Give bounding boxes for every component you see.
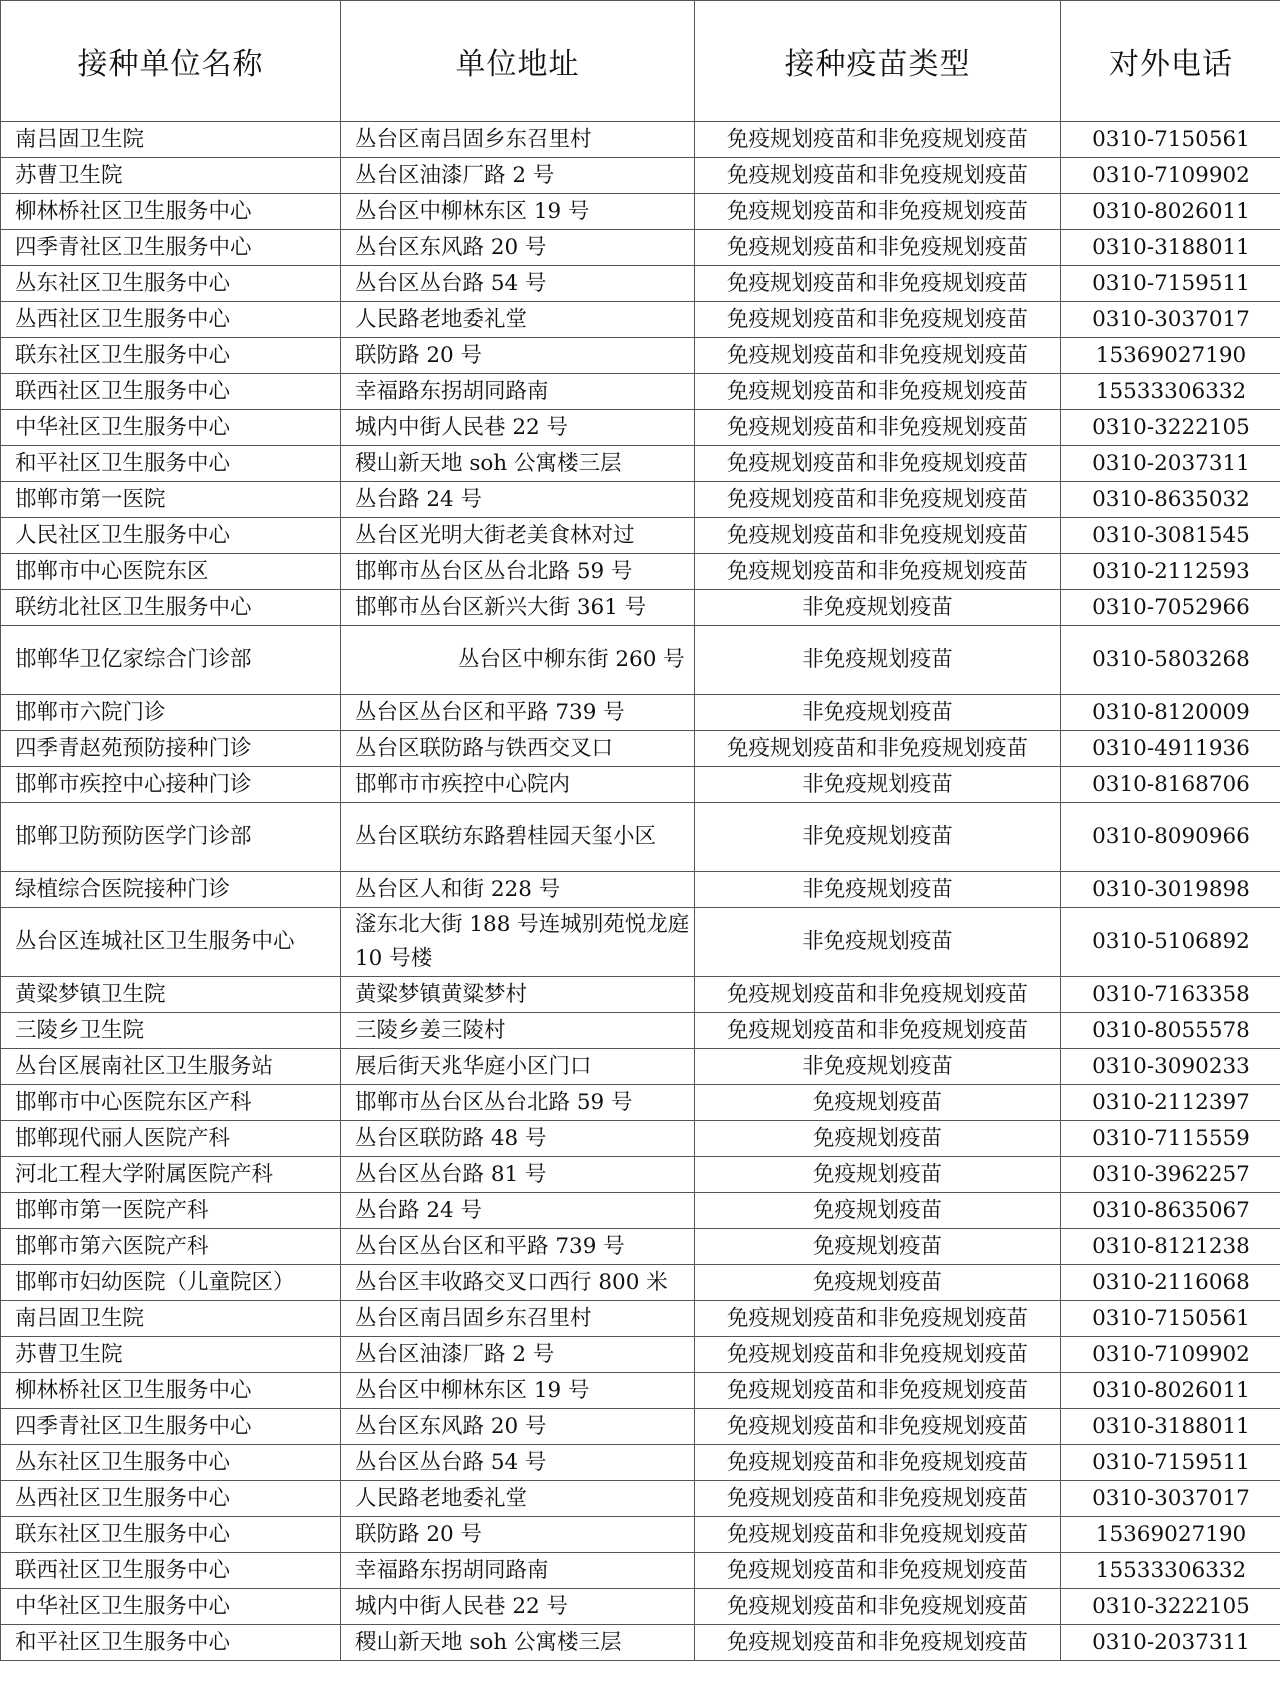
cell-vaccine-type: 免疫规划疫苗和非免疫规划疫苗 bbox=[695, 731, 1061, 767]
table-row bbox=[1, 1517, 1280, 1553]
table-row bbox=[1, 695, 1280, 731]
cell-vaccine-type: 免疫规划疫苗和非免疫规划疫苗 bbox=[695, 554, 1061, 590]
cell-phone: 0310-3222105 bbox=[1061, 410, 1280, 446]
table-row bbox=[1, 1193, 1280, 1229]
cell-phone: 0310-2116068 bbox=[1061, 1265, 1280, 1301]
cell-unit-name: 中华社区卫生服务中心 bbox=[1, 1589, 341, 1625]
cell-unit-name: 南吕固卫生院 bbox=[1, 122, 341, 158]
cell-vaccine-type: 免疫规划疫苗和非免疫规划疫苗 bbox=[695, 1373, 1061, 1409]
cell-phone: 0310-7159511 bbox=[1061, 1445, 1280, 1481]
cell-unit-address: 滏东北大街 188 号连城别苑悦龙庭 10 号楼 bbox=[341, 908, 695, 977]
table-row bbox=[1, 626, 1280, 695]
cell-unit-address: 丛台区丛台路 54 号 bbox=[341, 1445, 695, 1481]
cell-vaccine-type: 非免疫规划疫苗 bbox=[695, 1049, 1061, 1085]
cell-phone: 0310-7052966 bbox=[1061, 590, 1280, 626]
table-row bbox=[1, 872, 1280, 908]
cell-unit-address: 丛台区油漆厂路 2 号 bbox=[341, 158, 695, 194]
cell-unit-name: 四季青社区卫生服务中心 bbox=[1, 1409, 341, 1445]
cell-unit-name: 丛西社区卫生服务中心 bbox=[1, 1481, 341, 1517]
table-row bbox=[1, 1121, 1280, 1157]
cell-unit-name: 黄粱梦镇卫生院 bbox=[1, 977, 341, 1013]
cell-unit-name: 邯郸卫防预防医学门诊部 bbox=[1, 803, 341, 872]
cell-unit-name: 河北工程大学附属医院产科 bbox=[1, 1157, 341, 1193]
header-phone: 对外电话 bbox=[1061, 1, 1280, 122]
cell-unit-name: 联东社区卫生服务中心 bbox=[1, 1517, 341, 1553]
cell-vaccine-type: 免疫规划疫苗和非免疫规划疫苗 bbox=[695, 122, 1061, 158]
cell-vaccine-type: 非免疫规划疫苗 bbox=[695, 803, 1061, 872]
table-row bbox=[1, 158, 1280, 194]
table-row bbox=[1, 1337, 1280, 1373]
cell-unit-name: 邯郸市中心医院东区产科 bbox=[1, 1085, 341, 1121]
cell-unit-name: 绿植综合医院接种门诊 bbox=[1, 872, 341, 908]
cell-phone: 0310-8635032 bbox=[1061, 482, 1280, 518]
cell-unit-name: 邯郸市六院门诊 bbox=[1, 695, 341, 731]
cell-phone: 15533306332 bbox=[1061, 374, 1280, 410]
cell-phone: 0310-3037017 bbox=[1061, 302, 1280, 338]
table-row bbox=[1, 1409, 1280, 1445]
cell-phone: 0310-3037017 bbox=[1061, 1481, 1280, 1517]
cell-phone: 0310-3188011 bbox=[1061, 1409, 1280, 1445]
table-row bbox=[1, 1445, 1280, 1481]
cell-vaccine-type: 免疫规划疫苗和非免疫规划疫苗 bbox=[695, 410, 1061, 446]
cell-phone: 0310-4911936 bbox=[1061, 731, 1280, 767]
table-row bbox=[1, 1013, 1280, 1049]
cell-unit-name: 四季青赵苑预防接种门诊 bbox=[1, 731, 341, 767]
cell-phone: 0310-3188011 bbox=[1061, 230, 1280, 266]
cell-vaccine-type: 免疫规划疫苗 bbox=[695, 1157, 1061, 1193]
cell-phone: 0310-2112397 bbox=[1061, 1085, 1280, 1121]
cell-phone: 0310-8090966 bbox=[1061, 803, 1280, 872]
cell-phone: 0310-8168706 bbox=[1061, 767, 1280, 803]
cell-unit-name: 和平社区卫生服务中心 bbox=[1, 446, 341, 482]
cell-phone: 0310-3090233 bbox=[1061, 1049, 1280, 1085]
cell-unit-name: 邯郸市中心医院东区 bbox=[1, 554, 341, 590]
cell-phone: 0310-8120009 bbox=[1061, 695, 1280, 731]
cell-unit-name: 联东社区卫生服务中心 bbox=[1, 338, 341, 374]
cell-unit-address: 丛台区联防路与铁西交叉口 bbox=[341, 731, 695, 767]
table-row bbox=[1, 1301, 1280, 1337]
cell-phone: 0310-7115559 bbox=[1061, 1121, 1280, 1157]
table-row bbox=[1, 194, 1280, 230]
cell-unit-address: 丛台路 24 号 bbox=[341, 1193, 695, 1229]
cell-unit-name: 南吕固卫生院 bbox=[1, 1301, 341, 1337]
cell-unit-address: 展后街天兆华庭小区门口 bbox=[341, 1049, 695, 1085]
cell-vaccine-type: 免疫规划疫苗和非免疫规划疫苗 bbox=[695, 1337, 1061, 1373]
cell-vaccine-type: 免疫规划疫苗和非免疫规划疫苗 bbox=[695, 482, 1061, 518]
table-row bbox=[1, 302, 1280, 338]
table-row bbox=[1, 1085, 1280, 1121]
cell-unit-name: 四季青社区卫生服务中心 bbox=[1, 230, 341, 266]
cell-vaccine-type: 非免疫规划疫苗 bbox=[695, 767, 1061, 803]
cell-phone: 0310-3222105 bbox=[1061, 1589, 1280, 1625]
table-row bbox=[1, 977, 1280, 1013]
cell-unit-address: 丛台区人和街 228 号 bbox=[341, 872, 695, 908]
cell-unit-address: 邯郸市丛台区丛台北路 59 号 bbox=[341, 554, 695, 590]
cell-unit-name: 丛台区连城社区卫生服务中心 bbox=[1, 908, 341, 977]
table-row bbox=[1, 1265, 1280, 1301]
table-row bbox=[1, 482, 1280, 518]
cell-unit-name: 丛西社区卫生服务中心 bbox=[1, 302, 341, 338]
cell-unit-address: 人民路老地委礼堂 bbox=[341, 1481, 695, 1517]
table-row bbox=[1, 1157, 1280, 1193]
cell-unit-address: 三陵乡姜三陵村 bbox=[341, 1013, 695, 1049]
cell-phone: 0310-7150561 bbox=[1061, 122, 1280, 158]
cell-vaccine-type: 免疫规划疫苗 bbox=[695, 1193, 1061, 1229]
cell-vaccine-type: 非免疫规划疫苗 bbox=[695, 908, 1061, 977]
cell-vaccine-type: 免疫规划疫苗和非免疫规划疫苗 bbox=[695, 230, 1061, 266]
cell-phone: 0310-8635067 bbox=[1061, 1193, 1280, 1229]
cell-unit-address: 城内中街人民巷 22 号 bbox=[341, 1589, 695, 1625]
cell-vaccine-type: 免疫规划疫苗 bbox=[695, 1085, 1061, 1121]
cell-unit-address: 丛台区丛台路 81 号 bbox=[341, 1157, 695, 1193]
cell-vaccine-type: 免疫规划疫苗和非免疫规划疫苗 bbox=[695, 1445, 1061, 1481]
cell-vaccine-type: 免疫规划疫苗和非免疫规划疫苗 bbox=[695, 518, 1061, 554]
cell-phone: 0310-8121238 bbox=[1061, 1229, 1280, 1265]
cell-unit-name: 邯郸市妇幼医院（儿童院区） bbox=[1, 1265, 341, 1301]
cell-unit-address: 联防路 20 号 bbox=[341, 1517, 695, 1553]
cell-unit-address: 丛台区中柳东街 260 号 bbox=[341, 626, 695, 695]
cell-unit-address: 丛台路 24 号 bbox=[341, 482, 695, 518]
cell-unit-address: 丛台区联纺东路碧桂园天玺小区 bbox=[341, 803, 695, 872]
table-row bbox=[1, 1553, 1280, 1589]
cell-phone: 0310-5803268 bbox=[1061, 626, 1280, 695]
cell-unit-address: 稷山新天地 soh 公寓楼三层 bbox=[341, 446, 695, 482]
cell-unit-address: 丛台区中柳林东区 19 号 bbox=[341, 194, 695, 230]
table-row bbox=[1, 122, 1280, 158]
cell-unit-name: 丛东社区卫生服务中心 bbox=[1, 1445, 341, 1481]
table-row bbox=[1, 1481, 1280, 1517]
cell-vaccine-type: 免疫规划疫苗和非免疫规划疫苗 bbox=[695, 194, 1061, 230]
cell-vaccine-type: 免疫规划疫苗 bbox=[695, 1229, 1061, 1265]
cell-phone: 0310-5106892 bbox=[1061, 908, 1280, 977]
cell-unit-name: 人民社区卫生服务中心 bbox=[1, 518, 341, 554]
cell-vaccine-type: 非免疫规划疫苗 bbox=[695, 590, 1061, 626]
cell-unit-name: 苏曹卫生院 bbox=[1, 1337, 341, 1373]
cell-vaccine-type: 免疫规划疫苗和非免疫规划疫苗 bbox=[695, 374, 1061, 410]
cell-unit-name: 苏曹卫生院 bbox=[1, 158, 341, 194]
cell-unit-name: 邯郸市第六医院产科 bbox=[1, 1229, 341, 1265]
table-row bbox=[1, 230, 1280, 266]
cell-unit-name: 三陵乡卫生院 bbox=[1, 1013, 341, 1049]
cell-vaccine-type: 免疫规划疫苗和非免疫规划疫苗 bbox=[695, 302, 1061, 338]
table-row bbox=[1, 1625, 1280, 1661]
table-row bbox=[1, 731, 1280, 767]
cell-unit-name: 邯郸市第一医院产科 bbox=[1, 1193, 341, 1229]
cell-unit-address: 黄粱梦镇黄粱梦村 bbox=[341, 977, 695, 1013]
table-row bbox=[1, 1589, 1280, 1625]
cell-unit-name: 联西社区卫生服务中心 bbox=[1, 374, 341, 410]
cell-unit-address: 丛台区南吕固乡东召里村 bbox=[341, 1301, 695, 1337]
table-header-row bbox=[1, 1, 1280, 122]
cell-vaccine-type: 非免疫规划疫苗 bbox=[695, 872, 1061, 908]
table-row bbox=[1, 266, 1280, 302]
cell-unit-address: 丛台区中柳林东区 19 号 bbox=[341, 1373, 695, 1409]
cell-unit-name: 联西社区卫生服务中心 bbox=[1, 1553, 341, 1589]
cell-unit-name: 柳林桥社区卫生服务中心 bbox=[1, 194, 341, 230]
cell-phone: 0310-8055578 bbox=[1061, 1013, 1280, 1049]
cell-phone: 0310-2037311 bbox=[1061, 446, 1280, 482]
cell-unit-address: 丛台区丰收路交叉口西行 800 米 bbox=[341, 1265, 695, 1301]
cell-vaccine-type: 非免疫规划疫苗 bbox=[695, 626, 1061, 695]
table-row bbox=[1, 767, 1280, 803]
cell-phone: 0310-7159511 bbox=[1061, 266, 1280, 302]
cell-vaccine-type: 免疫规划疫苗和非免疫规划疫苗 bbox=[695, 1481, 1061, 1517]
cell-unit-address: 联防路 20 号 bbox=[341, 338, 695, 374]
table-row bbox=[1, 338, 1280, 374]
cell-vaccine-type: 免疫规划疫苗和非免疫规划疫苗 bbox=[695, 1589, 1061, 1625]
cell-unit-address: 城内中街人民巷 22 号 bbox=[341, 410, 695, 446]
cell-vaccine-type: 免疫规划疫苗和非免疫规划疫苗 bbox=[695, 1409, 1061, 1445]
cell-unit-address: 幸福路东拐胡同路南 bbox=[341, 374, 695, 410]
cell-unit-name: 邯郸现代丽人医院产科 bbox=[1, 1121, 341, 1157]
cell-unit-address: 丛台区丛台区和平路 739 号 bbox=[341, 1229, 695, 1265]
cell-unit-address: 丛台区丛台区和平路 739 号 bbox=[341, 695, 695, 731]
table-body bbox=[1, 122, 1280, 1661]
cell-phone: 0310-3962257 bbox=[1061, 1157, 1280, 1193]
cell-vaccine-type: 免疫规划疫苗和非免疫规划疫苗 bbox=[695, 1013, 1061, 1049]
cell-phone: 0310-2037311 bbox=[1061, 1625, 1280, 1661]
table-row bbox=[1, 410, 1280, 446]
cell-phone: 0310-7109902 bbox=[1061, 158, 1280, 194]
cell-unit-address: 邯郸市丛台区丛台北路 59 号 bbox=[341, 1085, 695, 1121]
cell-unit-address: 丛台区联防路 48 号 bbox=[341, 1121, 695, 1157]
cell-unit-address: 邯郸市丛台区新兴大街 361 号 bbox=[341, 590, 695, 626]
cell-vaccine-type: 免疫规划疫苗和非免疫规划疫苗 bbox=[695, 1625, 1061, 1661]
table-row bbox=[1, 1049, 1280, 1085]
cell-vaccine-type: 免疫规划疫苗和非免疫规划疫苗 bbox=[695, 446, 1061, 482]
cell-unit-name: 邯郸市疾控中心接种门诊 bbox=[1, 767, 341, 803]
cell-phone: 0310-8026011 bbox=[1061, 1373, 1280, 1409]
table-row bbox=[1, 518, 1280, 554]
table-row bbox=[1, 803, 1280, 872]
cell-phone: 0310-7109902 bbox=[1061, 1337, 1280, 1373]
cell-unit-name: 中华社区卫生服务中心 bbox=[1, 410, 341, 446]
table-row bbox=[1, 908, 1280, 977]
cell-vaccine-type: 免疫规划疫苗和非免疫规划疫苗 bbox=[695, 338, 1061, 374]
cell-unit-address: 稷山新天地 soh 公寓楼三层 bbox=[341, 1625, 695, 1661]
cell-phone: 0310-7163358 bbox=[1061, 977, 1280, 1013]
cell-vaccine-type: 免疫规划疫苗 bbox=[695, 1121, 1061, 1157]
cell-phone: 15369027190 bbox=[1061, 1517, 1280, 1553]
cell-phone: 0310-7150561 bbox=[1061, 1301, 1280, 1337]
cell-unit-address: 丛台区东风路 20 号 bbox=[341, 1409, 695, 1445]
cell-unit-address: 人民路老地委礼堂 bbox=[341, 302, 695, 338]
cell-vaccine-type: 免疫规划疫苗和非免疫规划疫苗 bbox=[695, 266, 1061, 302]
table-row bbox=[1, 446, 1280, 482]
cell-vaccine-type: 免疫规划疫苗和非免疫规划疫苗 bbox=[695, 158, 1061, 194]
cell-phone: 0310-3081545 bbox=[1061, 518, 1280, 554]
header-unit-name: 接种单位名称 bbox=[1, 1, 341, 122]
cell-phone: 15533306332 bbox=[1061, 1553, 1280, 1589]
cell-unit-name: 柳林桥社区卫生服务中心 bbox=[1, 1373, 341, 1409]
header-vaccine-type: 接种疫苗类型 bbox=[695, 1, 1061, 122]
header-unit-address: 单位地址 bbox=[341, 1, 695, 122]
cell-vaccine-type: 免疫规划疫苗和非免疫规划疫苗 bbox=[695, 1301, 1061, 1337]
cell-unit-name: 丛东社区卫生服务中心 bbox=[1, 266, 341, 302]
cell-vaccine-type: 免疫规划疫苗和非免疫规划疫苗 bbox=[695, 1553, 1061, 1589]
cell-unit-name: 邯郸华卫亿家综合门诊部 bbox=[1, 626, 341, 695]
cell-unit-name: 和平社区卫生服务中心 bbox=[1, 1625, 341, 1661]
cell-unit-address: 丛台区丛台路 54 号 bbox=[341, 266, 695, 302]
cell-unit-address: 丛台区油漆厂路 2 号 bbox=[341, 1337, 695, 1373]
table-row bbox=[1, 1229, 1280, 1265]
table-row bbox=[1, 1373, 1280, 1409]
table-row bbox=[1, 590, 1280, 626]
cell-vaccine-type: 免疫规划疫苗和非免疫规划疫苗 bbox=[695, 977, 1061, 1013]
cell-unit-name: 邯郸市第一医院 bbox=[1, 482, 341, 518]
table-row bbox=[1, 554, 1280, 590]
cell-unit-name: 联纺北社区卫生服务中心 bbox=[1, 590, 341, 626]
cell-unit-address: 丛台区光明大街老美食林对过 bbox=[341, 518, 695, 554]
cell-vaccine-type: 免疫规划疫苗和非免疫规划疫苗 bbox=[695, 1517, 1061, 1553]
cell-unit-address: 邯郸市市疾控中心院内 bbox=[341, 767, 695, 803]
cell-phone: 15369027190 bbox=[1061, 338, 1280, 374]
cell-unit-address: 丛台区东风路 20 号 bbox=[341, 230, 695, 266]
cell-unit-address: 丛台区南吕固乡东召里村 bbox=[341, 122, 695, 158]
cell-vaccine-type: 非免疫规划疫苗 bbox=[695, 695, 1061, 731]
cell-phone: 0310-2112593 bbox=[1061, 554, 1280, 590]
table-row bbox=[1, 374, 1280, 410]
cell-unit-address: 幸福路东拐胡同路南 bbox=[341, 1553, 695, 1589]
cell-phone: 0310-3019898 bbox=[1061, 872, 1280, 908]
cell-phone: 0310-8026011 bbox=[1061, 194, 1280, 230]
cell-unit-name: 丛台区展南社区卫生服务站 bbox=[1, 1049, 341, 1085]
cell-vaccine-type: 免疫规划疫苗 bbox=[695, 1265, 1061, 1301]
